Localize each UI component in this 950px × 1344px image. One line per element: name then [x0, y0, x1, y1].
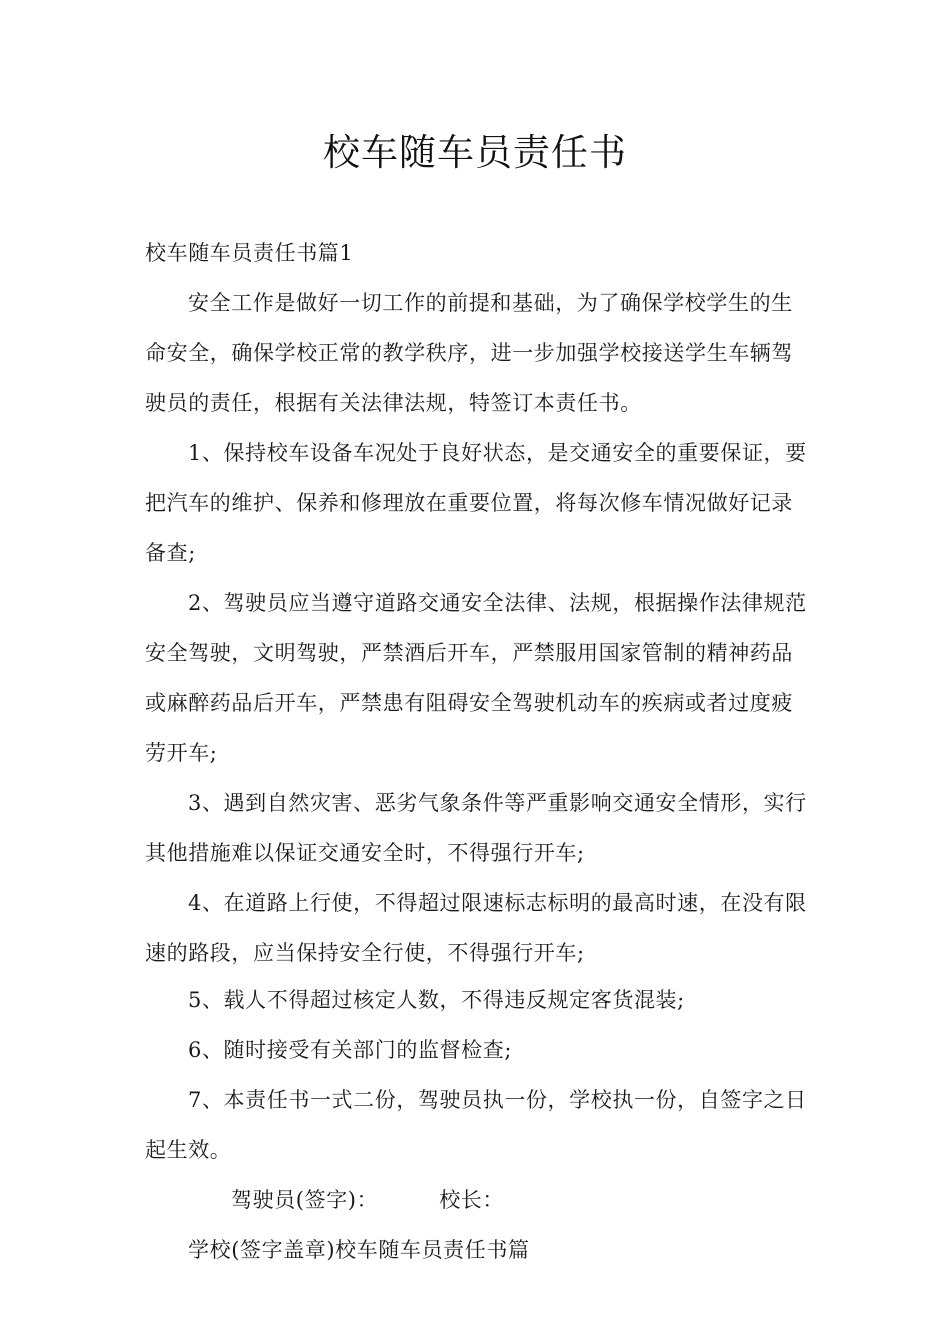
paragraph-item-6: 6、随时接受有关部门的监督检查;: [188, 1038, 513, 1062]
paragraph-item-2: 2、驾驶员应当遵守道路交通安全法律、法规，根据操作法律规范安全驾驶，文明驾驶，严禁酒后开车，严禁服用国家管制的精神药品或麻醉药品后开车，严禁患有阻碍安全驾驶机动车的疾病或者过度疲劳开车;: [145, 591, 807, 765]
document-title: 校车随车员责任书: [323, 131, 627, 174]
paragraph-item-5: 5、载人不得超过核定人数，不得违反规定客货混装;: [188, 988, 685, 1012]
paragraph-item-7: 7、本责任书一式二份，驾驶员执一份，学校执一份，自签字之日起生效。: [145, 1088, 807, 1162]
paragraph-intro: 安全工作是做好一切工作的前提和基础，为了确保学校学生的生命安全，确保学校正常的教学秩序，进一步加强学校接送学生车辆驾驶员的责任，根据有关法律法规，特签订本责任书。: [145, 291, 793, 415]
document-subtitle: 校车随车员责任书篇1: [145, 241, 354, 265]
paragraph-item-4: 4、在道路上行使，不得超过限速标志标明的最高时速，在没有限速的路段，应当保持安全行使，不得强行开车;: [145, 891, 807, 965]
paragraph-item-1: 1、保持校车设备车况处于良好状态，是交通安全的重要保证，要把汽车的维护、保养和修理放在重要位置，将每次修车情况做好记录备查;: [145, 441, 807, 565]
driver-signature-label: 驾驶员(签字)：: [231, 1188, 379, 1212]
signature-line: [145, 1175, 808, 1275]
principal-signature-label: 校长：: [439, 1188, 504, 1212]
school-seal-label: 学校(签字盖章)校车随车员责任书篇: [188, 1238, 530, 1262]
paragraph-item-3: 3、遇到自然灾害、恶劣气象条件等严重影响交通安全情形，实行其他措施难以保证交通安全时，不得强行开车;: [145, 791, 807, 865]
